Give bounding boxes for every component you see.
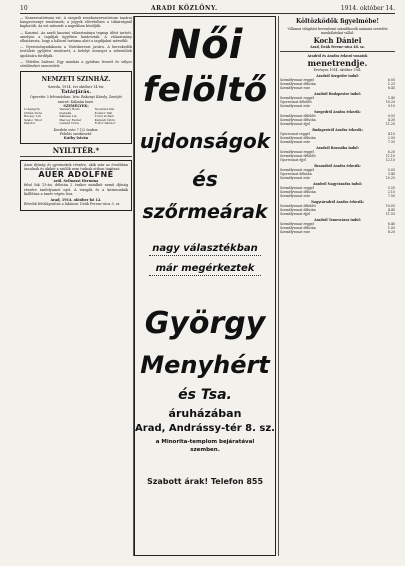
schedule-row — [280, 230, 395, 234]
adolfne-sub: szül. Selinassi Hermina — [53, 179, 99, 184]
train-time: 8.20 — [387, 230, 395, 234]
train-time: 4.45 — [387, 208, 395, 212]
ad-line-szemben: szemben. — [190, 447, 220, 453]
ad-line-es-tarsa: és Tsa. — [178, 387, 232, 403]
ad-line-address: Arad, Andrássy-tér 8. sz. — [135, 423, 275, 434]
column-divider-right — [278, 16, 279, 556]
adolfne-body: felső fok 13-án, délután 2 órakor mindkét nemű ifjúság részére tanfolyamot nyit. A vizsgák és a kézimunkák kiállítása a tanév végén lesz. — [24, 183, 128, 196]
right-top-title: Költözködők figyelmébe! — [295, 18, 380, 25]
schedule-section-head: Aradról Brassóba indul: — [316, 146, 359, 150]
cast-member: Kálmán Lia — [59, 114, 77, 119]
schedule-title: menetrendje. — [307, 58, 368, 68]
train-type: Személyvonat délután — [280, 208, 316, 212]
schedule-row — [280, 194, 395, 198]
train-type: Személyvonat reggel — [280, 78, 314, 82]
cast-member: Vasváry Bodó — [59, 107, 80, 112]
schedule-row — [280, 86, 395, 90]
ad-line-minorita: a Minorita-templom bejáratával — [155, 439, 255, 445]
news-item-1: — Konzervatóriumi est. A szegedi zenekonzervatórium tanárai hangversenyt rendeznek; a jegyek elővételben a titkárságnál kaphatók. Az est műsorát a napokban közöljük. — [20, 16, 132, 29]
fashion-advertisement — [134, 16, 276, 556]
schedule-row — [280, 158, 395, 162]
train-type: Személyvonat délután — [280, 190, 316, 194]
ad-line-gyorgy: György — [144, 306, 266, 341]
page-header — [20, 4, 395, 14]
ad-line-phone: Szabott árak! Telefon 855 — [146, 477, 264, 486]
news-item-4: — Véletlen baleset. Egy munkás a gyárban leesett és súlyos sérüléseket szenvedett. — [20, 59, 132, 69]
schedule-row — [280, 176, 395, 180]
schedule-section-head: Aradról Temesvárra indul: — [314, 218, 361, 222]
train-type: Személyvonat délután — [280, 226, 316, 230]
train-time: 10.25 — [385, 176, 395, 180]
schedule-section-head: Szegedről Aradra érkezik: — [314, 110, 361, 114]
director-label: Felelős szerkesztő: — [59, 132, 93, 137]
train-time: 4.30 — [387, 118, 395, 122]
train-type: Személyvonat délután — [280, 118, 316, 122]
train-time: 1.05 — [387, 226, 395, 230]
train-time: 2.15 — [387, 190, 395, 194]
dotted-rule-1 — [149, 255, 261, 256]
page-number: 10 — [20, 5, 28, 12]
right-column — [280, 16, 395, 556]
schedule-row — [280, 140, 395, 144]
train-type: Személyvonat reggel — [280, 150, 314, 154]
schedule-section-head: Nagyváradról Aradra érkezik: — [311, 200, 364, 204]
train-time: 5.55 — [387, 186, 395, 190]
ad-line-es: és — [192, 167, 218, 191]
train-time: 10.20 — [385, 100, 395, 104]
train-type: Személyvonat délután — [280, 82, 316, 86]
train-type: Személyvonat este — [280, 194, 311, 198]
train-time: 4.15 — [387, 132, 395, 136]
train-time: 9.55 — [387, 114, 395, 118]
cast-list — [24, 108, 128, 126]
divider — [280, 51, 395, 52]
cast-member: Lohengrin — [24, 107, 40, 112]
schedule-row — [280, 212, 395, 216]
train-type: Személyvonat este — [280, 176, 311, 180]
cast-member: Turul Zoltán — [94, 114, 114, 119]
ad-line-szormearak: szőrmeárak — [142, 201, 268, 223]
cast-member: Récsey Lili — [24, 114, 41, 119]
train-type: Személyvonat délelőtt — [280, 204, 316, 208]
left-column — [20, 16, 132, 556]
shop-address: Arad, Deák Ferenc-utca 48. sz. — [310, 45, 365, 49]
divider — [20, 156, 132, 157]
train-type: Gyorsvonat délelőtt — [280, 100, 312, 104]
theater-desc: Operette 3 felvonásban. Irta: Bakonyi Károly. Zenéjét szerzé: Kálmán Imre. — [30, 95, 122, 104]
cast-title: SZEMÉLYEK: — [63, 103, 89, 108]
ad-line-noi: Női — [167, 22, 243, 68]
news-item-3: — Nyereményadakozás a Vöröskereszt javára. A kereskedők testülete gyűjtést rendezett; a befolyt összeget a sebesültek ápolására fordítják. — [20, 45, 132, 58]
news-item-2: — Kaszinó. Az aradi kaszinó választmánya tegnap ülést tartott, amelyen a tagdíjak ügyében határoztak. A választmány elhatározta, hogy a háború tartama alatt a tagdíjakat mérsékli. — [20, 30, 132, 44]
schedule-section-head: Brassóból Aradra érkezik: — [314, 164, 361, 168]
shop-name: Koch Dániel — [313, 36, 362, 45]
theater-box — [20, 71, 132, 143]
adolfne-footer: Bővebb felvilágosítás a lakáson: Deák Ferenc-utca 3. sz. — [24, 202, 121, 207]
cast-member: Nyelvész Pál — [94, 107, 114, 112]
adolfne-sign: Arad, 1914. október hó 12. — [50, 198, 102, 203]
schedule-section-head: Aradról Budapestre indul: — [314, 92, 361, 96]
train-type: Gyorsvonat délután — [280, 172, 312, 176]
cast-member: Marosy Eszter — [59, 117, 82, 122]
train-type: Személyvonat éjjel — [280, 212, 311, 216]
train-time: 7.50 — [387, 194, 395, 198]
train-time: 5.40 — [387, 96, 395, 100]
train-time: 11.20 — [385, 122, 395, 126]
train-time: 12.15 — [385, 158, 395, 162]
train-type: Személyvonat este — [280, 104, 311, 108]
publication-title: ARADI KÖZLÖNY. — [150, 5, 218, 12]
schedule-intro: Aradról és Aradra érkező vonatok — [307, 54, 368, 58]
train-type: Személyvonat délután — [280, 136, 316, 140]
ad-line-aruhazaban: áruházában — [168, 407, 242, 420]
adolfne-name: AUER ADOLFNÉ — [38, 170, 114, 180]
train-type: Személyvonat délelőtt — [280, 154, 316, 158]
ad-line-megerkeztek: már megérkeztek — [155, 263, 255, 274]
train-type: Személyvonat este — [280, 86, 311, 90]
train-schedule — [280, 74, 395, 234]
schedule-row — [280, 122, 395, 126]
train-time: 8.45 — [387, 86, 395, 90]
train-type: Személyvonat este — [280, 230, 311, 234]
cast-member: Szabó Tibor — [24, 117, 43, 122]
train-time: 6.40 — [387, 222, 395, 226]
train-type: Személyvonat reggel — [280, 168, 314, 172]
cast-member: Orbán Dóra — [24, 110, 42, 115]
nyiltter-title: NYILTTÉR.* — [52, 145, 100, 155]
train-type: Személyvonat reggel — [280, 96, 314, 100]
cast-member: Pásztor — [24, 121, 36, 126]
dotted-rule-2 — [149, 275, 261, 276]
train-time: 7.35 — [387, 140, 395, 144]
adolfne-ad — [20, 160, 132, 212]
schedule-section-head: Aradról Nagyváradra indul: — [313, 182, 362, 186]
right-top-body: Villamos világítást berendezni szándékozók számára szerelési munkálatokat vállal: — [287, 27, 388, 35]
theater-info: Szerda, 1914. évi október 14-én: — [47, 85, 105, 90]
train-type: Személyvonat reggel — [280, 186, 314, 190]
middle-column — [134, 16, 276, 556]
train-time: 6.20 — [387, 150, 395, 154]
ad-line-ujdonsagok: ujdonságok — [139, 129, 271, 153]
director-name: Kuthy István — [63, 136, 89, 141]
ad-line-feloltő: felöltő — [142, 70, 268, 110]
train-type: Személyvonat délelőtt — [280, 114, 316, 118]
cast-member: Fodor Sándor — [94, 121, 116, 126]
schedule-section-head: Aradról Szegedre indul: — [316, 74, 359, 78]
train-time: 2.50 — [387, 136, 395, 140]
theater-title: NEMZETI SZINHÁZ. — [41, 76, 111, 84]
schedule-row — [280, 104, 395, 108]
cast-member: Kondor Vali — [94, 110, 113, 115]
train-time: 10.05 — [385, 204, 395, 208]
train-type: Személyvonat éjjel — [280, 122, 311, 126]
theater-start: Kezdete este 7 1/2 órakor. — [53, 128, 99, 133]
train-time: 9.10 — [387, 104, 395, 108]
adolfne-intro: Azon ifjúság és gyermekek részére, akik már az óvodában tanulnak és akiket a szülők nem tudnak otthon tanítani: — [24, 162, 128, 171]
train-time: 5.05 — [387, 168, 395, 172]
schedule-section-head: Budapestről Aradra érkezik: — [312, 128, 363, 132]
train-time: 3.40 — [387, 172, 395, 176]
theater-play: Tatárjárás. — [60, 89, 92, 96]
train-type: Gyorsvonat éjjel — [280, 158, 307, 162]
cast-member: Lénárd Nóra — [59, 121, 79, 126]
train-type: Gyorsvonat reggel — [280, 132, 310, 136]
train-time: 11.55 — [385, 212, 395, 216]
schedule-date: Érvényes 1914. október 1-től. — [313, 68, 362, 72]
ad-line-menyhert: Menyhért — [140, 351, 270, 379]
train-time: 11.10 — [385, 154, 395, 158]
train-type: Személyvonat este — [280, 140, 311, 144]
cast-member: Kárpáti Ödön — [94, 117, 116, 122]
train-time: 1.25 — [387, 82, 395, 86]
issue-date: 1914. október 14. — [340, 5, 395, 12]
train-time: 6.05 — [387, 78, 395, 82]
train-type: Személyvonat reggel — [280, 222, 314, 226]
ad-line-valasztek: nagy választékban — [152, 243, 258, 254]
cast-member: Izabella — [59, 110, 72, 115]
